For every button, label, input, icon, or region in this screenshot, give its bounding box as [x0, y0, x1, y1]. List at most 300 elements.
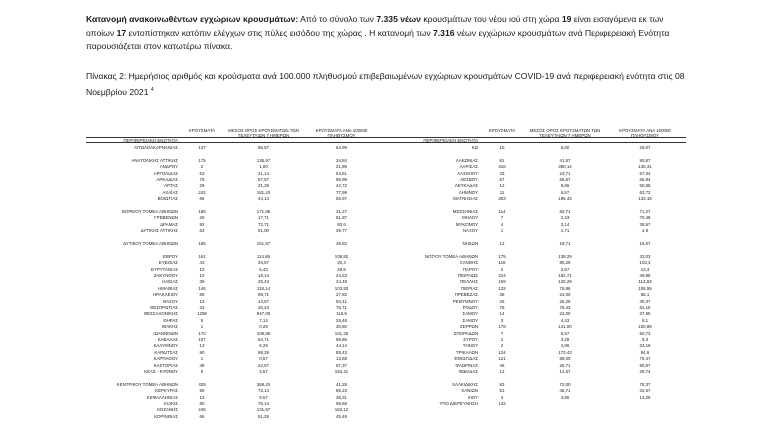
right-cases-cell: 132 — [498, 401, 506, 406]
right-region-cell: ΡΟΔΟΥ — [462, 305, 478, 310]
left-header-3: ΚΡΟΥΣΜΑΤΑ ΑΝΑ 100000 ΠΛΗΘΥΣΜΟΥ — [315, 128, 368, 139]
left-per100k-cell: 77,99 — [336, 189, 347, 195]
left-cases-cell: 170 — [198, 330, 206, 336]
right-region-cell: ΧΑΝΙΩΝ — [461, 388, 478, 394]
right-per100k-cell: 29,74 — [639, 369, 651, 374]
right-region-cell: ΣΑΜΟΥ — [462, 311, 478, 317]
right-per100k-cell: 71,27 — [639, 209, 651, 214]
right-region-cell: ΞΑΝΘΗΣ — [459, 260, 478, 266]
table-caption — [86, 70, 686, 99]
left-per100k-cell: 24,48 — [336, 279, 347, 285]
left-cases-cell: 10 — [199, 273, 205, 278]
right-per100k-cell: 50,65 — [639, 183, 651, 189]
right-per100k-cell: 30,37 — [639, 298, 651, 304]
left-avg7-cell: 51,29 — [258, 413, 269, 419]
right-cases-cell: 2 — [500, 343, 504, 349]
left-avg7-cell: 114,86 — [256, 253, 271, 259]
left-avg7-cell: 7,14 — [259, 317, 268, 323]
right-cases-cell: 4 — [500, 394, 504, 400]
left-region-cell: ΚΙΛΚΙΣ — [164, 401, 178, 406]
right-region-cell: ΣΥΡΟΥ — [463, 337, 478, 342]
right-cases-cell: 11 — [499, 189, 505, 195]
left-cases-cell: 242 — [198, 189, 206, 195]
right-per100k-cell: 133,15 — [638, 196, 652, 202]
left-cases-cell: 195 — [198, 241, 206, 246]
left-avg7-cell: 108,86 — [256, 330, 271, 336]
left-region-cell: ΚΟΡΙΝΘΙΑΣ — [154, 413, 178, 419]
left-avg7-cell: 136,57 — [256, 157, 271, 163]
left-cases-cell: 13 — [199, 298, 205, 304]
left-region-cell: ΚΑΒΑΛΑΣ — [157, 337, 178, 342]
intro-paragraph — [86, 13, 686, 54]
left-avg7-cell: 161,57 — [256, 241, 271, 246]
right-avg7-cell: 138,29 — [558, 253, 572, 259]
caption-text: Πίνακας 2: Ημερήσιος αριθμός και κρούσματα ανά 100.000 πληθυσμού επιβεβαιωμένων εγχώριων κρουσμάτων COVID-19 ανά περιφερειακή ενότητα στις 08 Νοεμβρίου 2021 — [86, 71, 685, 97]
left-region-cell: ΘΕΣΠΡΩΤΙΑΣ — [150, 305, 178, 310]
right-avg7-cell: 6,00 — [560, 145, 570, 150]
intro-number: 17 — [116, 27, 127, 38]
right-region-cell: ΧΑΛΚΙΔΙΚΗΣ — [452, 381, 478, 387]
right-region-cell: ΛΗΜΝΟΥ — [458, 189, 478, 195]
right-avg7-cell: 141,00 — [558, 324, 572, 330]
right-per100k-cell: 9,3 — [641, 337, 649, 342]
right-cases-cell: 14 — [499, 311, 505, 317]
left-cases-cell: 161 — [198, 253, 206, 259]
left-avg7-cell: 13,57 — [258, 298, 269, 304]
left-per100k-cell: 49,6 — [337, 266, 346, 272]
right-per100k-cell: 66,1 — [640, 292, 650, 298]
right-cases-cell: 253 — [498, 196, 506, 202]
left-cases-cell: 66 — [199, 196, 205, 202]
left-per100k-cell: 21,89 — [336, 164, 347, 170]
left-region-cell: ΑΡΚΑΔΙΑΣ — [156, 177, 178, 182]
left-per100k-cell: 81,87 — [336, 215, 347, 221]
left-avg7-cell: 947,00 — [256, 311, 271, 317]
left-avg7-cell: 98,29 — [258, 349, 269, 355]
right-avg7-cell: 24,00 — [559, 311, 571, 317]
right-avg7-cell: 78,86 — [559, 285, 571, 291]
right-avg7-cell: 68,57 — [559, 177, 571, 182]
right-cases-cell: 10 — [499, 145, 505, 150]
left-avg7-cell: 22,57 — [258, 362, 269, 368]
left-per100k-cell: 163,12 — [334, 407, 349, 413]
left-per100k-cell: 75,71 — [336, 305, 347, 310]
right-cases-cell: 83 — [499, 381, 505, 387]
right-avg7-cell: 23,71 — [559, 170, 571, 176]
left-cases-cell: 26 — [199, 215, 205, 221]
right-region-cell: ΜΑΓΝΗΣΙΑΣ — [453, 196, 478, 202]
left-region-cell: ΔΥΤΙΚΟΥ ΤΟΜΕΑ ΑΘΗΝΩΝ — [123, 241, 178, 246]
intro-number: 7.316 — [433, 27, 455, 38]
right-avg7-cell: 8,86 — [560, 183, 570, 189]
right-header-1: ΚΡΟΥΣΜΑΤΑ — [488, 128, 516, 133]
left-per100k-cell: 89,86 — [336, 337, 347, 342]
left-per100k-cell: 55,97 — [336, 196, 347, 202]
left-cases-cell: 1 — [200, 324, 204, 330]
right-cases-cell: 4 — [500, 221, 504, 227]
left-region-cell: ΚΑΡΠΑΘΟΥ — [153, 356, 178, 362]
right-avg7-cell: 76,43 — [559, 305, 571, 310]
left-avg7-cell: 72,14 — [258, 388, 269, 394]
right-per100k-cell: 76,47 — [639, 356, 651, 362]
left-avg7-cell: 57,57 — [258, 177, 269, 182]
intro-number: 7.335 νέων — [376, 14, 421, 24]
left-region-cell: ΒΟΡΕΙΟΥ ΤΟΜΕΑ ΑΘΗΝΩΝ — [122, 209, 178, 214]
right-avg7-cell: 2,43 — [560, 215, 570, 221]
left-cases-cell: 33 — [199, 305, 205, 310]
right-region-cell: ΡΕΘΥΜΝΟΥ — [452, 298, 478, 304]
left-avg7-cell: 3,57 — [259, 369, 268, 374]
left-cases-cell: 189 — [198, 209, 206, 214]
right-region-cell: ΣΕΡΡΩΝ — [460, 324, 478, 330]
right-per100k-cell: 29,07 — [639, 145, 651, 150]
right-avg7-cell: 3,29 — [560, 337, 570, 342]
right-region-cell: ΠΡΕΒΕΖΑΣ — [454, 292, 478, 298]
left-avg7-cell: 1,00 — [259, 164, 268, 170]
left-cases-cell: 64 — [199, 228, 205, 234]
right-cases-cell: 121 — [498, 356, 506, 362]
left-per100k-cell: 42,72 — [336, 183, 347, 189]
intro-heading: Κατανομή ανακοινωθέντων εγχώριων κρουσμάτων: — [86, 14, 299, 24]
left-region-cell: ΗΛΕΙΑΣ — [162, 279, 178, 285]
left-avg7-cell: 0,57 — [259, 356, 268, 362]
left-cases-cell: 1298 — [197, 311, 207, 317]
left-region-cell: ΖΑΚΥΝΘΟΥ — [153, 273, 178, 278]
left-per100k-cell: 54,61 — [336, 170, 347, 176]
right-avg7-cell: 14,57 — [559, 369, 571, 374]
left-per100k-cell: 99,68 — [336, 401, 347, 406]
left-region-cell: ΙΘΑΚΗΣ — [161, 324, 178, 330]
left-region-cell: ΚΕΡΚΥΡΑΣ — [155, 388, 178, 394]
right-region-cell: ΠΕΛΛΗΣ — [460, 279, 478, 285]
right-header-3: ΚΡΟΥΣΜΑΤΑ ΑΝΑ 100000 ΠΛΗΘΥΣΜΟΥ — [619, 128, 671, 139]
left-per100k-cell: 34,84 — [336, 157, 347, 163]
left-avg7-cell: 34,57 — [258, 260, 269, 266]
right-region-cell: ΜΥΚΟΝΟΥ — [455, 221, 478, 227]
right-cases-cell: 12 — [499, 369, 505, 374]
right-cases-cell: 178 — [498, 324, 506, 330]
left-region-cell: ΚΕΑΣ - ΚΥΘΝΟΥ — [144, 369, 178, 374]
right-cases-cell: 2 — [500, 337, 504, 342]
left-per100k-cell: 85,43 — [336, 349, 347, 355]
right-region-cell: ΛΑΚΩΝΙΑΣ — [455, 157, 478, 163]
left-region-cell: ΘΗΡΑΣ — [163, 317, 178, 323]
right-region-cell: ΛΑΡΙΣΑΣ — [459, 164, 478, 170]
left-cases-cell: 2 — [200, 164, 204, 170]
right-avg7-cell: 380,14 — [558, 164, 572, 170]
left-cases-cell: 10 — [199, 266, 205, 272]
left-avg7-cell: 131,57 — [256, 407, 271, 413]
right-header-2: ΜΕΣΟΣ ΟΡΟΣ ΚΡΟΥΣΜΑΤΩΝ ΤΩΝ ΤΕΛΕΥΤΑΙΩΝ 7 ΗΜΕΡΩΝ — [529, 128, 601, 139]
right-per100k-cell: 65,94 — [639, 177, 651, 182]
left-avg7-cell: 118,14 — [256, 285, 271, 291]
left-region-cell: ΕΥΒΟΙΑΣ — [158, 260, 178, 266]
left-avg7-cell: 171,86 — [256, 209, 271, 214]
left-cases-cell: 107 — [198, 337, 206, 342]
right-avg7-cell: 18,71 — [559, 241, 571, 246]
right-cases-cell: 46 — [499, 362, 505, 368]
left-avg7-cell: 76,14 — [258, 401, 269, 406]
left-per100k-cell: 97,37 — [336, 362, 347, 368]
left-region-cell: ΕΥΡΥΤΑΝΙΑΣ — [150, 266, 178, 272]
left-avg7-cell: 20,43 — [258, 305, 269, 310]
left-cases-cell: 43 — [199, 260, 205, 266]
left-cases-cell: 49 — [199, 362, 205, 368]
right-avg7-cell: 4,86 — [560, 394, 570, 400]
right-region-cell: ΧΙΟΥ — [467, 394, 478, 400]
right-avg7-cell: 125,29 — [558, 279, 572, 285]
left-region-cell: ΑΙΤΩΛΟΑΚΑΡΝΑΝΙΑΣ — [133, 145, 178, 150]
right-per100k-cell: 94,6 — [640, 349, 650, 355]
right-region-cell: ΦΘΙΩΤΙΔΑΣ — [454, 356, 478, 362]
intro-number: 19 — [561, 14, 572, 24]
right-region-cell: ΜΕΣΣΗΝΙΑΣ — [452, 209, 478, 214]
left-cases-cell: 78 — [199, 177, 205, 182]
left-per100k-cell: 103,83 — [334, 285, 349, 291]
left-region-cell: ΚΑΣΤΟΡΙΑΣ — [153, 362, 178, 368]
left-region-cell: ΘΑΣΟΥ — [162, 298, 178, 304]
right-avg7-cell: 80,29 — [559, 260, 571, 266]
right-region-cell: ΝΟΤΙΟΥ ΤΟΜΕΑ ΑΘΗΝΩΝ — [424, 253, 478, 259]
right-cases-cell: 175 — [498, 253, 506, 259]
right-cases-cell: 224 — [498, 273, 506, 278]
left-cases-cell: 425 — [198, 381, 206, 387]
left-per100k-cell: 94,41 — [336, 298, 347, 304]
left-cases-cell: 39 — [199, 279, 205, 285]
right-per100k-cell: 90,57 — [639, 362, 651, 368]
right-avg7-cell: 88,00 — [559, 356, 571, 362]
left-avg7-cell: 89,71 — [258, 292, 269, 298]
right-avg7-cell: 2,86 — [560, 343, 570, 349]
left-cases-cell: 13 — [199, 343, 205, 349]
right-avg7-cell: 3,57 — [560, 266, 570, 272]
right-per100k-cell: 62,15 — [639, 305, 651, 310]
right-cases-cell: 43 — [499, 170, 505, 176]
right-per100k-cell: 78,37 — [639, 381, 651, 387]
left-avg7-cell: 5,43 — [259, 266, 268, 272]
left-per100k-cell: 89,98 — [336, 177, 347, 182]
intro-text: εντοπίστηκαν κατόπιν ελέγχων στις πύλες εισόδου της χώρας . Η κατανομή των — [126, 27, 434, 38]
left-cases-cell: 90 — [199, 349, 205, 355]
right-per100k-cell: 39,67 — [639, 221, 651, 227]
right-cases-cell: 416 — [498, 164, 506, 170]
left-per100k-cell: 28,48 — [336, 317, 347, 323]
left-avg7-cell: 44,14 — [258, 196, 269, 202]
left-per100k-cell: 31,27 — [336, 209, 347, 214]
right-per100k-cell: 90,87 — [639, 157, 651, 163]
right-avg7-cell: 195,43 — [558, 196, 572, 202]
left-region-cell: ΑΡΓΟΛΙΔΑΣ — [153, 170, 178, 176]
left-per100k-cell: 116,9 — [336, 311, 347, 317]
right-avg7-cell: 4,43 — [560, 317, 570, 323]
right-region-cell: ΠΙΕΡΙΑΣ — [460, 285, 478, 291]
right-per100k-cell: 57,04 — [639, 170, 651, 176]
right-per100k-cell: 37,55 — [639, 311, 651, 317]
left-per100k-cell: 13,68 — [336, 356, 347, 362]
right-cases-cell: 7 — [500, 215, 504, 221]
left-per100k-cell: 45,49 — [336, 413, 347, 419]
left-cases-cell: 1 — [200, 356, 204, 362]
left-avg7-cell: 9,57 — [259, 394, 268, 400]
left-avg7-cell: 25,43 — [258, 279, 269, 285]
right-per100k-cell: 33,03 — [639, 253, 651, 259]
left-region-cell: ΚΕΦΑΛΛΗΝΙΑΣ — [146, 394, 178, 400]
right-cases-cell: 38 — [499, 292, 505, 298]
left-avg7-cell: 181,43 — [256, 189, 271, 195]
left-avg7-cell: 17,71 — [258, 215, 269, 221]
right-region-cell: ΝΗΣΩΝ — [462, 241, 478, 246]
right-region-cell: ΚΩ — [471, 145, 478, 150]
right-region-cell: ΠΕΙΡΑΙΩΣ — [457, 273, 478, 278]
right-per100k-cell: 106,55 — [638, 285, 652, 291]
left-region-cell: ΓΡΕΒΕΝΩΝ — [154, 215, 178, 221]
left-cases-cell: 85 — [199, 292, 205, 298]
left-per100k-cell: 64,99 — [336, 145, 347, 150]
intro-text: είναι εισαγόμενα εκ των οποίων — [86, 14, 664, 38]
right-per100k-cell: 23,16 — [639, 343, 651, 349]
left-region-cell: ΑΧΑΪΑΣ — [162, 189, 178, 195]
left-region-cell: ΑΡΤΑΣ — [164, 183, 178, 189]
left-per100k-cell: 86,23 — [336, 388, 347, 394]
left-header-2: ΜΕΣΟΣ ΟΡΟΣ ΚΡΟΥΣΜΑΤΩΝ ΤΩΝ ΤΕΛΕΥΤΑΙΩΝ 7 ΗΜΕΡΩΝ — [228, 128, 299, 139]
right-region-cell: ΠΑΡΟΥ — [462, 266, 478, 272]
right-region-cell: ΤΗΝΟΥ — [462, 343, 478, 349]
right-avg7-cell: 41,57 — [559, 157, 571, 163]
right-per100k-cell: 16,07 — [639, 241, 651, 246]
right-avg7-cell: 45,71 — [559, 388, 571, 394]
left-per100k-cell: 39,77 — [336, 228, 347, 234]
left-avg7-cell: 21,29 — [258, 183, 269, 189]
right-region-cell: ΣΑΜΟΥ — [462, 317, 478, 323]
right-per100k-cell: 63,72 — [639, 189, 651, 195]
right-avg7-cell: 6,57 — [560, 330, 570, 336]
right-cases-cell: 12 — [499, 183, 505, 189]
right-cases-cell: 1 — [500, 228, 504, 234]
right-per100k-cell: 9,1 — [641, 317, 649, 323]
intro-text: Από το σύνολο των — [298, 14, 377, 24]
right-per100k-cell: 13,29 — [639, 394, 651, 400]
left-avg7-cell: 18,14 — [258, 273, 269, 278]
right-cases-cell: 26 — [499, 298, 505, 304]
right-region-cell: ΝΑΞΟΥ — [462, 228, 478, 234]
right-cases-cell: 3 — [500, 317, 504, 323]
left-cases-cell: 175 — [198, 157, 206, 163]
right-region-cell: ΛΑΣΙΘΙΟΥ — [457, 170, 478, 176]
left-per100k-cell: 101,25 — [334, 330, 349, 336]
right-avg7-cell: 24,00 — [559, 292, 571, 298]
right-avg7-cell: 182,71 — [558, 273, 572, 278]
left-per100k-cell: 24,53 — [336, 273, 347, 278]
left-cases-cell: 137 — [198, 145, 206, 150]
right-cases-cell: 115 — [498, 260, 506, 266]
right-cases-cell: 78 — [499, 305, 505, 310]
left-cases-cell: 245 — [198, 407, 206, 413]
left-cases-cell: 5 — [200, 317, 204, 323]
left-cases-cell: 66 — [199, 413, 205, 419]
right-region-cell: ΜΗΛΟΥ — [462, 215, 478, 221]
right-region-cell: ΦΛΩΡΙΝΑΣ — [455, 362, 478, 368]
right-region-cell: ΥΠΟ ΔΙΕΡΕΥΝΗΣΗ — [439, 401, 478, 406]
right-avg7-cell: 26,29 — [559, 298, 571, 304]
left-region-cell: ΚΟΖΑΝΗΣ — [157, 407, 178, 413]
left-region-cell: ΒΟΙΩΤΙΑΣ — [157, 196, 178, 202]
left-cases-cell: 146 — [198, 285, 206, 291]
left-avg7-cell: 0,29 — [259, 324, 268, 330]
right-region-cell: ΣΠΟΡΑΔΩΝ — [453, 330, 478, 336]
right-header-0: ΠΕΡΙΦΕΡΕΙΑΚΗ ΕΝΟΤΗΤΑ — [423, 138, 478, 143]
right-avg7-cell: 26,71 — [559, 362, 571, 368]
left-region-cell: ΔΥΤΙΚΗΣ ΑΤΤΙΚΗΣ — [140, 228, 178, 234]
left-avg7-cell: 368,43 — [256, 381, 271, 387]
right-per100k-cell: 49,89 — [639, 273, 651, 278]
left-region-cell: ΕΒΡΟΥ — [163, 253, 178, 259]
right-per100k-cell: 146,31 — [638, 164, 652, 170]
left-per100k-cell: 39,82 — [336, 241, 347, 246]
left-avg7-cell: 41,14 — [258, 170, 269, 176]
left-cases-cell: 80 — [199, 401, 205, 406]
left-region-cell: ΑΝΔΡΟΥ — [159, 164, 178, 170]
right-per100k-cell: 113,83 — [638, 279, 652, 285]
intro-text: κρουσμάτων του νέου ιού στη χώρα — [420, 14, 562, 24]
left-cases-cell: 29 — [199, 183, 205, 189]
left-per100k-cell: 44,14 — [336, 343, 347, 349]
right-cases-cell: 12 — [499, 241, 505, 246]
right-avg7-cell: 1,71 — [560, 228, 570, 234]
right-avg7-cell: 6,57 — [560, 189, 570, 195]
right-per100k-cell: 50,73 — [639, 330, 651, 336]
right-cases-cell: 57 — [499, 177, 505, 182]
right-cases-cell: 124 — [498, 349, 506, 355]
left-per100k-cell: 30,80 — [336, 324, 347, 330]
left-avg7-cell: 51,00 — [258, 228, 269, 234]
left-region-cell: ΚΕΝΤΡΙΚΟΥ ΤΟΜΕΑ ΑΘΗΝΩΝ — [116, 381, 178, 387]
left-per100k-cell: 108,82 — [334, 253, 349, 259]
right-per100k-cell: 4,8 — [641, 228, 649, 234]
left-cases-cell: 53 — [199, 170, 205, 176]
right-cases-cell: 159 — [498, 279, 506, 285]
right-cases-cell: 51 — [499, 388, 505, 394]
right-cases-cell: 2 — [500, 266, 504, 272]
right-per100k-cell: 103,4 — [639, 260, 651, 266]
right-region-cell: ΛΕΥΚΑΔΑΣ — [454, 183, 478, 189]
right-region-cell: ΛΕΣΒΟΥ — [460, 177, 478, 182]
left-per100k-cell: 93,6 — [337, 221, 346, 227]
left-region-cell: ΘΕΣΣΑΛΟΝΙΚΗΣ — [143, 311, 178, 317]
right-region-cell: ΤΡΙΚΑΛΩΝ — [455, 349, 478, 355]
right-region-cell: ΦΩΚΙΔΑΣ — [458, 369, 478, 374]
left-region-cell: ΑΝΑΤΟΛΙΚΗΣ ΑΤΤΙΚΗΣ — [131, 157, 178, 163]
left-cases-cell: 90 — [199, 388, 205, 394]
left-region-cell: ΚΑΛΥΜΝΟΥ — [153, 343, 178, 349]
left-cases-cell: 6 — [200, 369, 204, 374]
right-cases-cell: 114 — [498, 209, 506, 214]
left-avg7-cell: 96,57 — [258, 145, 269, 150]
right-per100k-cell: 70,48 — [639, 215, 651, 221]
caption-footnote: 4 — [150, 86, 154, 93]
left-region-cell: ΗΡΑΚΛΕΙΟΥ — [153, 292, 178, 298]
right-avg7-cell: 173,43 — [558, 349, 572, 355]
right-avg7-cell: 82,71 — [559, 209, 571, 214]
right-avg7-cell: 3,14 — [560, 221, 570, 227]
left-per100k-cell: 153,41 — [334, 369, 349, 374]
left-region-cell: ΙΩΑΝΝΙΝΩΝ — [153, 330, 178, 336]
right-per100k-cell: 32,57 — [639, 388, 651, 394]
left-cases-cell: 13 — [199, 394, 205, 400]
left-avg7-cell: 6,29 — [259, 343, 268, 349]
left-avg7-cell: 72,71 — [258, 221, 269, 227]
left-region-cell: ΔΡΑΜΑΣ — [160, 221, 178, 227]
left-per100k-cell: 20,4 — [337, 260, 346, 266]
